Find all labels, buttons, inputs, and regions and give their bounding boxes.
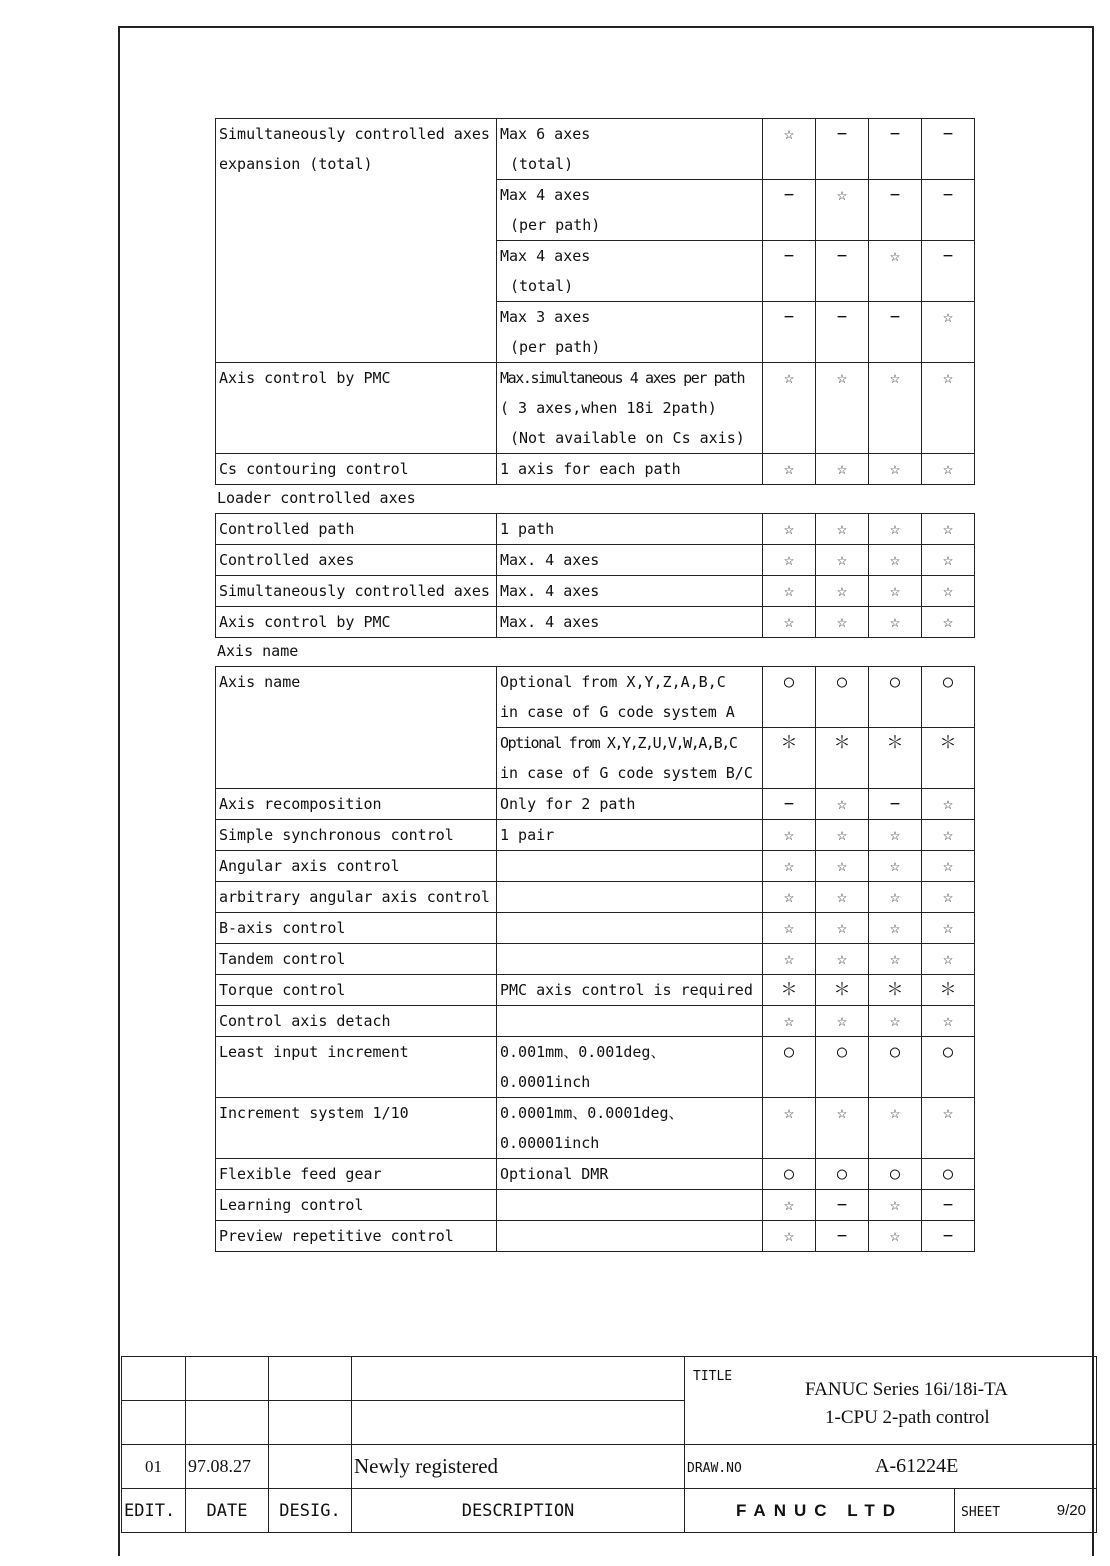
availability-mark: ☆ <box>763 944 816 975</box>
title-line2: 1-CPU 2-path control <box>825 1407 990 1428</box>
availability-mark: ☆ <box>869 820 922 851</box>
table-row <box>216 913 975 944</box>
spec-text: (per path) <box>510 216 601 234</box>
availability-mark: ☆ <box>763 820 816 851</box>
table-row <box>216 1098 975 1159</box>
availability-mark: ☆ <box>816 607 869 638</box>
availability-mark: ☆ <box>922 607 975 638</box>
feature-label: Simultaneously controlled axes <box>219 125 490 143</box>
spec-cell <box>497 180 763 241</box>
availability-mark: ☆ <box>922 302 975 363</box>
table-row <box>216 576 975 607</box>
availability-mark: ☆ <box>763 363 816 454</box>
feature-label: Torque control <box>219 981 346 999</box>
spec-text: Max.simultaneous 4 axes per path <box>500 369 745 387</box>
tb-blank <box>122 1357 186 1401</box>
table-row <box>216 882 975 913</box>
edit-designer <box>269 1445 352 1489</box>
availability-mark: ○ <box>816 1037 869 1098</box>
availability-mark: ☆ <box>816 363 869 454</box>
tb-blank <box>186 1401 269 1445</box>
spec-text: ( 3 axes,when 18i 2path) <box>500 399 717 417</box>
spec-cell <box>497 514 763 545</box>
spec-cell <box>497 728 763 789</box>
table-row <box>216 454 975 485</box>
availability-mark: ☆ <box>869 1006 922 1037</box>
header-edit: EDIT. <box>122 1489 186 1533</box>
title-line1: FANUC Series 16i/18i-TA <box>805 1379 1008 1400</box>
table-row <box>216 789 975 820</box>
sheet-cell <box>955 1489 1097 1533</box>
availability-mark: ☆ <box>763 576 816 607</box>
title-block <box>121 1356 1097 1533</box>
availability-mark: ☆ <box>763 1006 816 1037</box>
edit-description: Newly registered <box>352 1445 685 1489</box>
spec-cell <box>497 851 763 882</box>
spec-text: (total) <box>510 277 574 295</box>
spec-cell <box>497 241 763 302</box>
availability-mark: ☆ <box>763 607 816 638</box>
spec-cell <box>497 119 763 180</box>
availability-mark: − <box>869 302 922 363</box>
spec-cell <box>497 302 763 363</box>
spec-table-axes-expansion <box>215 118 975 485</box>
availability-mark: ○ <box>869 1159 922 1190</box>
availability-mark: ＊ <box>869 975 922 1006</box>
feature-cell <box>216 1098 497 1159</box>
availability-mark: − <box>816 119 869 180</box>
availability-mark: ☆ <box>922 1006 975 1037</box>
feature-label: Control axis detach <box>219 1012 391 1030</box>
availability-mark: ○ <box>869 1037 922 1098</box>
spec-text: Max 6 axes <box>500 125 591 143</box>
availability-mark: − <box>763 180 816 241</box>
title-label: TITLE <box>693 1369 733 1384</box>
availability-mark: ＊ <box>922 975 975 1006</box>
availability-mark: ☆ <box>869 607 922 638</box>
section-heading-axis-name: Axis name <box>217 642 299 660</box>
availability-mark: ○ <box>922 1159 975 1190</box>
availability-mark: ☆ <box>922 851 975 882</box>
feature-label: Axis control by PMC <box>219 369 391 387</box>
spec-text: in case of G code system A <box>500 703 735 721</box>
feature-cell <box>216 851 497 882</box>
feature-label: Cs contouring control <box>219 460 409 478</box>
availability-mark: ☆ <box>816 576 869 607</box>
availability-mark: ○ <box>922 1037 975 1098</box>
availability-mark: ☆ <box>869 851 922 882</box>
availability-mark: ☆ <box>869 454 922 485</box>
availability-mark: ☆ <box>763 1221 816 1252</box>
tb-blank <box>269 1357 352 1401</box>
feature-label: Controlled path <box>219 520 355 538</box>
feature-label: Tandem control <box>219 950 346 968</box>
section-heading-loader: Loader controlled axes <box>217 489 416 507</box>
edit-date: 97.08.27 <box>186 1445 269 1489</box>
feature-label: Axis recomposition <box>219 795 382 813</box>
spec-cell <box>497 913 763 944</box>
table-row <box>216 119 975 180</box>
availability-mark: − <box>763 302 816 363</box>
availability-mark: ☆ <box>869 576 922 607</box>
availability-mark: ☆ <box>816 944 869 975</box>
availability-mark: ○ <box>763 1037 816 1098</box>
spec-cell <box>497 820 763 851</box>
spec-text: Optional DMR <box>500 1165 609 1183</box>
feature-cell <box>216 1037 497 1098</box>
tb-blank <box>352 1357 685 1401</box>
spec-cell <box>497 1006 763 1037</box>
table-row <box>216 545 975 576</box>
feature-label: Axis name <box>219 673 301 691</box>
feature-cell <box>216 1190 497 1221</box>
feature-cell <box>216 1006 497 1037</box>
table-row <box>216 514 975 545</box>
availability-mark: ☆ <box>763 851 816 882</box>
feature-cell <box>216 1221 497 1252</box>
availability-mark: ☆ <box>816 180 869 241</box>
feature-label: Simultaneously controlled axes <box>219 582 490 600</box>
drawno-cell <box>685 1445 1097 1489</box>
spec-text: Max 4 axes <box>500 247 591 265</box>
spec-cell <box>497 454 763 485</box>
availability-mark: ☆ <box>922 576 975 607</box>
feature-cell <box>216 789 497 820</box>
availability-mark: − <box>922 1190 975 1221</box>
feature-label: Flexible feed gear <box>219 1165 382 1183</box>
availability-mark: ☆ <box>869 1098 922 1159</box>
spec-text: 1 path <box>500 520 555 538</box>
spec-text: Max 4 axes <box>500 186 591 204</box>
table-row <box>216 1190 975 1221</box>
availability-mark: ☆ <box>763 514 816 545</box>
spec-text: Max. 4 axes <box>500 551 600 569</box>
availability-mark: ☆ <box>763 913 816 944</box>
spec-cell <box>497 667 763 728</box>
table-row <box>216 607 975 638</box>
feature-label: Preview repetitive control <box>219 1227 454 1245</box>
spec-cell <box>497 1037 763 1098</box>
feature-cell <box>216 975 497 1006</box>
spec-cell <box>497 1190 763 1221</box>
feature-cell <box>216 119 497 363</box>
spec-table-axis-name <box>215 666 975 1252</box>
spec-text: 0.0001inch <box>500 1073 591 1091</box>
spec-text: in case of G code system B/C <box>500 764 753 782</box>
availability-mark: ☆ <box>763 1098 816 1159</box>
feature-cell <box>216 944 497 975</box>
feature-label: Simple synchronous control <box>219 826 454 844</box>
availability-mark: ☆ <box>816 851 869 882</box>
spec-cell <box>497 882 763 913</box>
feature-label: expansion (total) <box>219 155 373 173</box>
availability-mark: − <box>869 119 922 180</box>
feature-cell <box>216 820 497 851</box>
availability-mark: ☆ <box>816 820 869 851</box>
availability-mark: − <box>922 1221 975 1252</box>
availability-mark: − <box>922 241 975 302</box>
table-row <box>216 851 975 882</box>
availability-mark: ○ <box>922 667 975 728</box>
drawno-label: DRAW.NO <box>687 1461 742 1476</box>
spec-text: 0.00001inch <box>500 1134 600 1152</box>
spec-text: (total) <box>510 155 574 173</box>
feature-cell <box>216 667 497 789</box>
availability-mark: ☆ <box>869 241 922 302</box>
table-row <box>216 363 975 454</box>
spec-cell <box>497 1098 763 1159</box>
availability-mark: ☆ <box>763 1190 816 1221</box>
availability-mark: ☆ <box>922 944 975 975</box>
feature-cell <box>216 882 497 913</box>
spec-text: Optional from X,Y,Z,A,B,C <box>500 673 726 691</box>
availability-mark: ☆ <box>869 1221 922 1252</box>
feature-cell <box>216 454 497 485</box>
spec-text: (Not available on Cs axis) <box>510 429 745 447</box>
tb-blank <box>122 1401 186 1445</box>
feature-cell <box>216 545 497 576</box>
edit-number: 01 <box>122 1445 186 1489</box>
table-row <box>216 975 975 1006</box>
availability-mark: ☆ <box>816 882 869 913</box>
availability-mark: ○ <box>763 667 816 728</box>
availability-mark: − <box>816 1190 869 1221</box>
availability-mark: ○ <box>869 667 922 728</box>
availability-mark: − <box>869 789 922 820</box>
availability-mark: ☆ <box>816 1098 869 1159</box>
spec-cell <box>497 363 763 454</box>
feature-label: Controlled axes <box>219 551 355 569</box>
spec-cell <box>497 975 763 1006</box>
spec-text: Only for 2 path <box>500 795 636 813</box>
availability-mark: ☆ <box>816 514 869 545</box>
availability-mark: ☆ <box>922 789 975 820</box>
availability-mark: ☆ <box>922 454 975 485</box>
availability-mark: − <box>922 119 975 180</box>
feature-label: Learning control <box>219 1196 364 1214</box>
table-row <box>216 1221 975 1252</box>
spec-cell <box>497 607 763 638</box>
header-date: DATE <box>186 1489 269 1533</box>
feature-label: Axis control by PMC <box>219 613 391 631</box>
availability-mark: ＊ <box>816 975 869 1006</box>
availability-mark: ☆ <box>922 820 975 851</box>
spec-cell <box>497 944 763 975</box>
availability-mark: ○ <box>816 1159 869 1190</box>
availability-mark: ＊ <box>816 728 869 789</box>
availability-mark: ☆ <box>922 545 975 576</box>
availability-mark: ＊ <box>869 728 922 789</box>
spec-text: 0.001mm、0.001deg、 <box>500 1043 666 1061</box>
feature-label: Least input increment <box>219 1043 409 1061</box>
table-row <box>216 1159 975 1190</box>
spec-text: 1 pair <box>500 826 555 844</box>
spec-text: PMC axis control is required <box>500 981 753 999</box>
feature-label: Angular axis control <box>219 857 400 875</box>
availability-mark: ○ <box>816 667 869 728</box>
availability-mark: ☆ <box>869 913 922 944</box>
tb-blank <box>269 1401 352 1445</box>
availability-mark: ☆ <box>869 363 922 454</box>
spec-text: (per path) <box>510 338 601 356</box>
spec-cell <box>497 1159 763 1190</box>
title-cell <box>685 1357 1097 1445</box>
availability-mark: ☆ <box>869 944 922 975</box>
feature-cell <box>216 1159 497 1190</box>
availability-mark: ☆ <box>922 1098 975 1159</box>
availability-mark: ☆ <box>922 514 975 545</box>
feature-cell <box>216 363 497 454</box>
spec-text: Max. 4 axes <box>500 613 600 631</box>
availability-mark: ☆ <box>869 882 922 913</box>
sheet-number: 9/20 <box>1056 1502 1086 1519</box>
table-row <box>216 820 975 851</box>
table-row <box>216 1037 975 1098</box>
availability-mark: ☆ <box>816 1006 869 1037</box>
availability-mark: − <box>869 180 922 241</box>
availability-mark: ☆ <box>816 913 869 944</box>
availability-mark: ☆ <box>922 363 975 454</box>
feature-cell <box>216 913 497 944</box>
spec-text: 1 axis for each path <box>500 460 681 478</box>
availability-mark: ☆ <box>869 545 922 576</box>
tb-blank <box>352 1401 685 1445</box>
company-name: FANUC LTD <box>685 1489 955 1533</box>
availability-mark: ☆ <box>816 789 869 820</box>
availability-mark: ＊ <box>763 728 816 789</box>
header-description: DESCRIPTION <box>352 1489 685 1533</box>
availability-mark: ☆ <box>922 882 975 913</box>
feature-label: Increment system 1/10 <box>219 1104 409 1122</box>
table-row <box>216 944 975 975</box>
availability-mark: − <box>763 789 816 820</box>
spec-text: 0.0001mm、0.0001deg、 <box>500 1104 684 1122</box>
availability-mark: ☆ <box>869 1190 922 1221</box>
availability-mark: ☆ <box>922 913 975 944</box>
spec-table-loader <box>215 513 975 638</box>
availability-mark: ＊ <box>922 728 975 789</box>
availability-mark: − <box>922 180 975 241</box>
spec-text: Max. 4 axes <box>500 582 600 600</box>
availability-mark: ☆ <box>869 514 922 545</box>
availability-mark: − <box>816 302 869 363</box>
feature-cell <box>216 607 497 638</box>
drawno-value: A-61224E <box>875 1455 959 1477</box>
table-row <box>216 667 975 728</box>
spec-cell <box>497 789 763 820</box>
header-designer: DESIG. <box>269 1489 352 1533</box>
spec-text: Max 3 axes <box>500 308 591 326</box>
availability-mark: ☆ <box>763 454 816 485</box>
availability-mark: ☆ <box>816 545 869 576</box>
availability-mark: ☆ <box>763 119 816 180</box>
spec-cell <box>497 1221 763 1252</box>
availability-mark: ☆ <box>816 454 869 485</box>
availability-mark: ○ <box>763 1159 816 1190</box>
availability-mark: ＊ <box>763 975 816 1006</box>
availability-mark: − <box>816 1221 869 1252</box>
sheet-label: SHEET <box>961 1505 1001 1520</box>
table-row <box>216 1006 975 1037</box>
availability-mark: ☆ <box>763 882 816 913</box>
feature-label: B-axis control <box>219 919 346 937</box>
spec-cell <box>497 545 763 576</box>
tb-blank <box>186 1357 269 1401</box>
availability-mark: ☆ <box>763 545 816 576</box>
spec-text: Optional from X,Y,Z,U,V,W,A,B,C <box>500 734 737 752</box>
feature-label: arbitrary angular axis control <box>219 888 490 906</box>
availability-mark: − <box>816 241 869 302</box>
availability-mark: − <box>763 241 816 302</box>
feature-cell <box>216 514 497 545</box>
feature-cell <box>216 576 497 607</box>
spec-cell <box>497 576 763 607</box>
